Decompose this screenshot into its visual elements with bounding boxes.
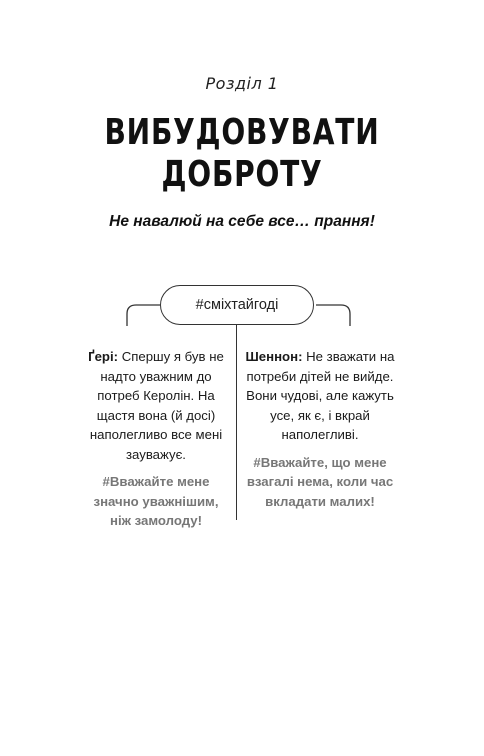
right-column-text xyxy=(244,347,396,445)
right-column-tag: #Вважайте, що мене взагалі нема, коли час вкладати малих! xyxy=(246,454,394,509)
column-divider xyxy=(236,325,237,520)
chapter-title-line-2: ДОБРОТУ xyxy=(161,154,323,195)
speaker-name-shannon: Шеннон: xyxy=(245,349,303,364)
chapter-label: Розділ 1 xyxy=(205,74,279,93)
speaker-name-gary: Ґері: xyxy=(88,349,119,364)
hashtag-pill: #сміхтайгоді xyxy=(160,285,314,325)
chapter-subtitle: Не навалюй на себе все… прання! xyxy=(109,213,375,230)
left-column-body: Спершу я був не надто уважним до потреб Керолін. На щастя вона (й досі) наполегливо все мені зауважує. xyxy=(89,349,224,462)
chapter-title-line-1: ВИБУДОВУВАТИ xyxy=(104,112,380,153)
left-column xyxy=(82,347,230,531)
chapter-title xyxy=(53,112,431,196)
left-column-text xyxy=(82,347,230,464)
right-column xyxy=(244,347,396,511)
right-column-body: Не зважати на потреби дітей не вийде. Вони чудові, але кажуть усе, як є, і вкрай наполегливі. xyxy=(246,349,395,442)
left-column-tag: #Вважайте мене значно уважнішим, ніж замолоду! xyxy=(93,474,219,528)
